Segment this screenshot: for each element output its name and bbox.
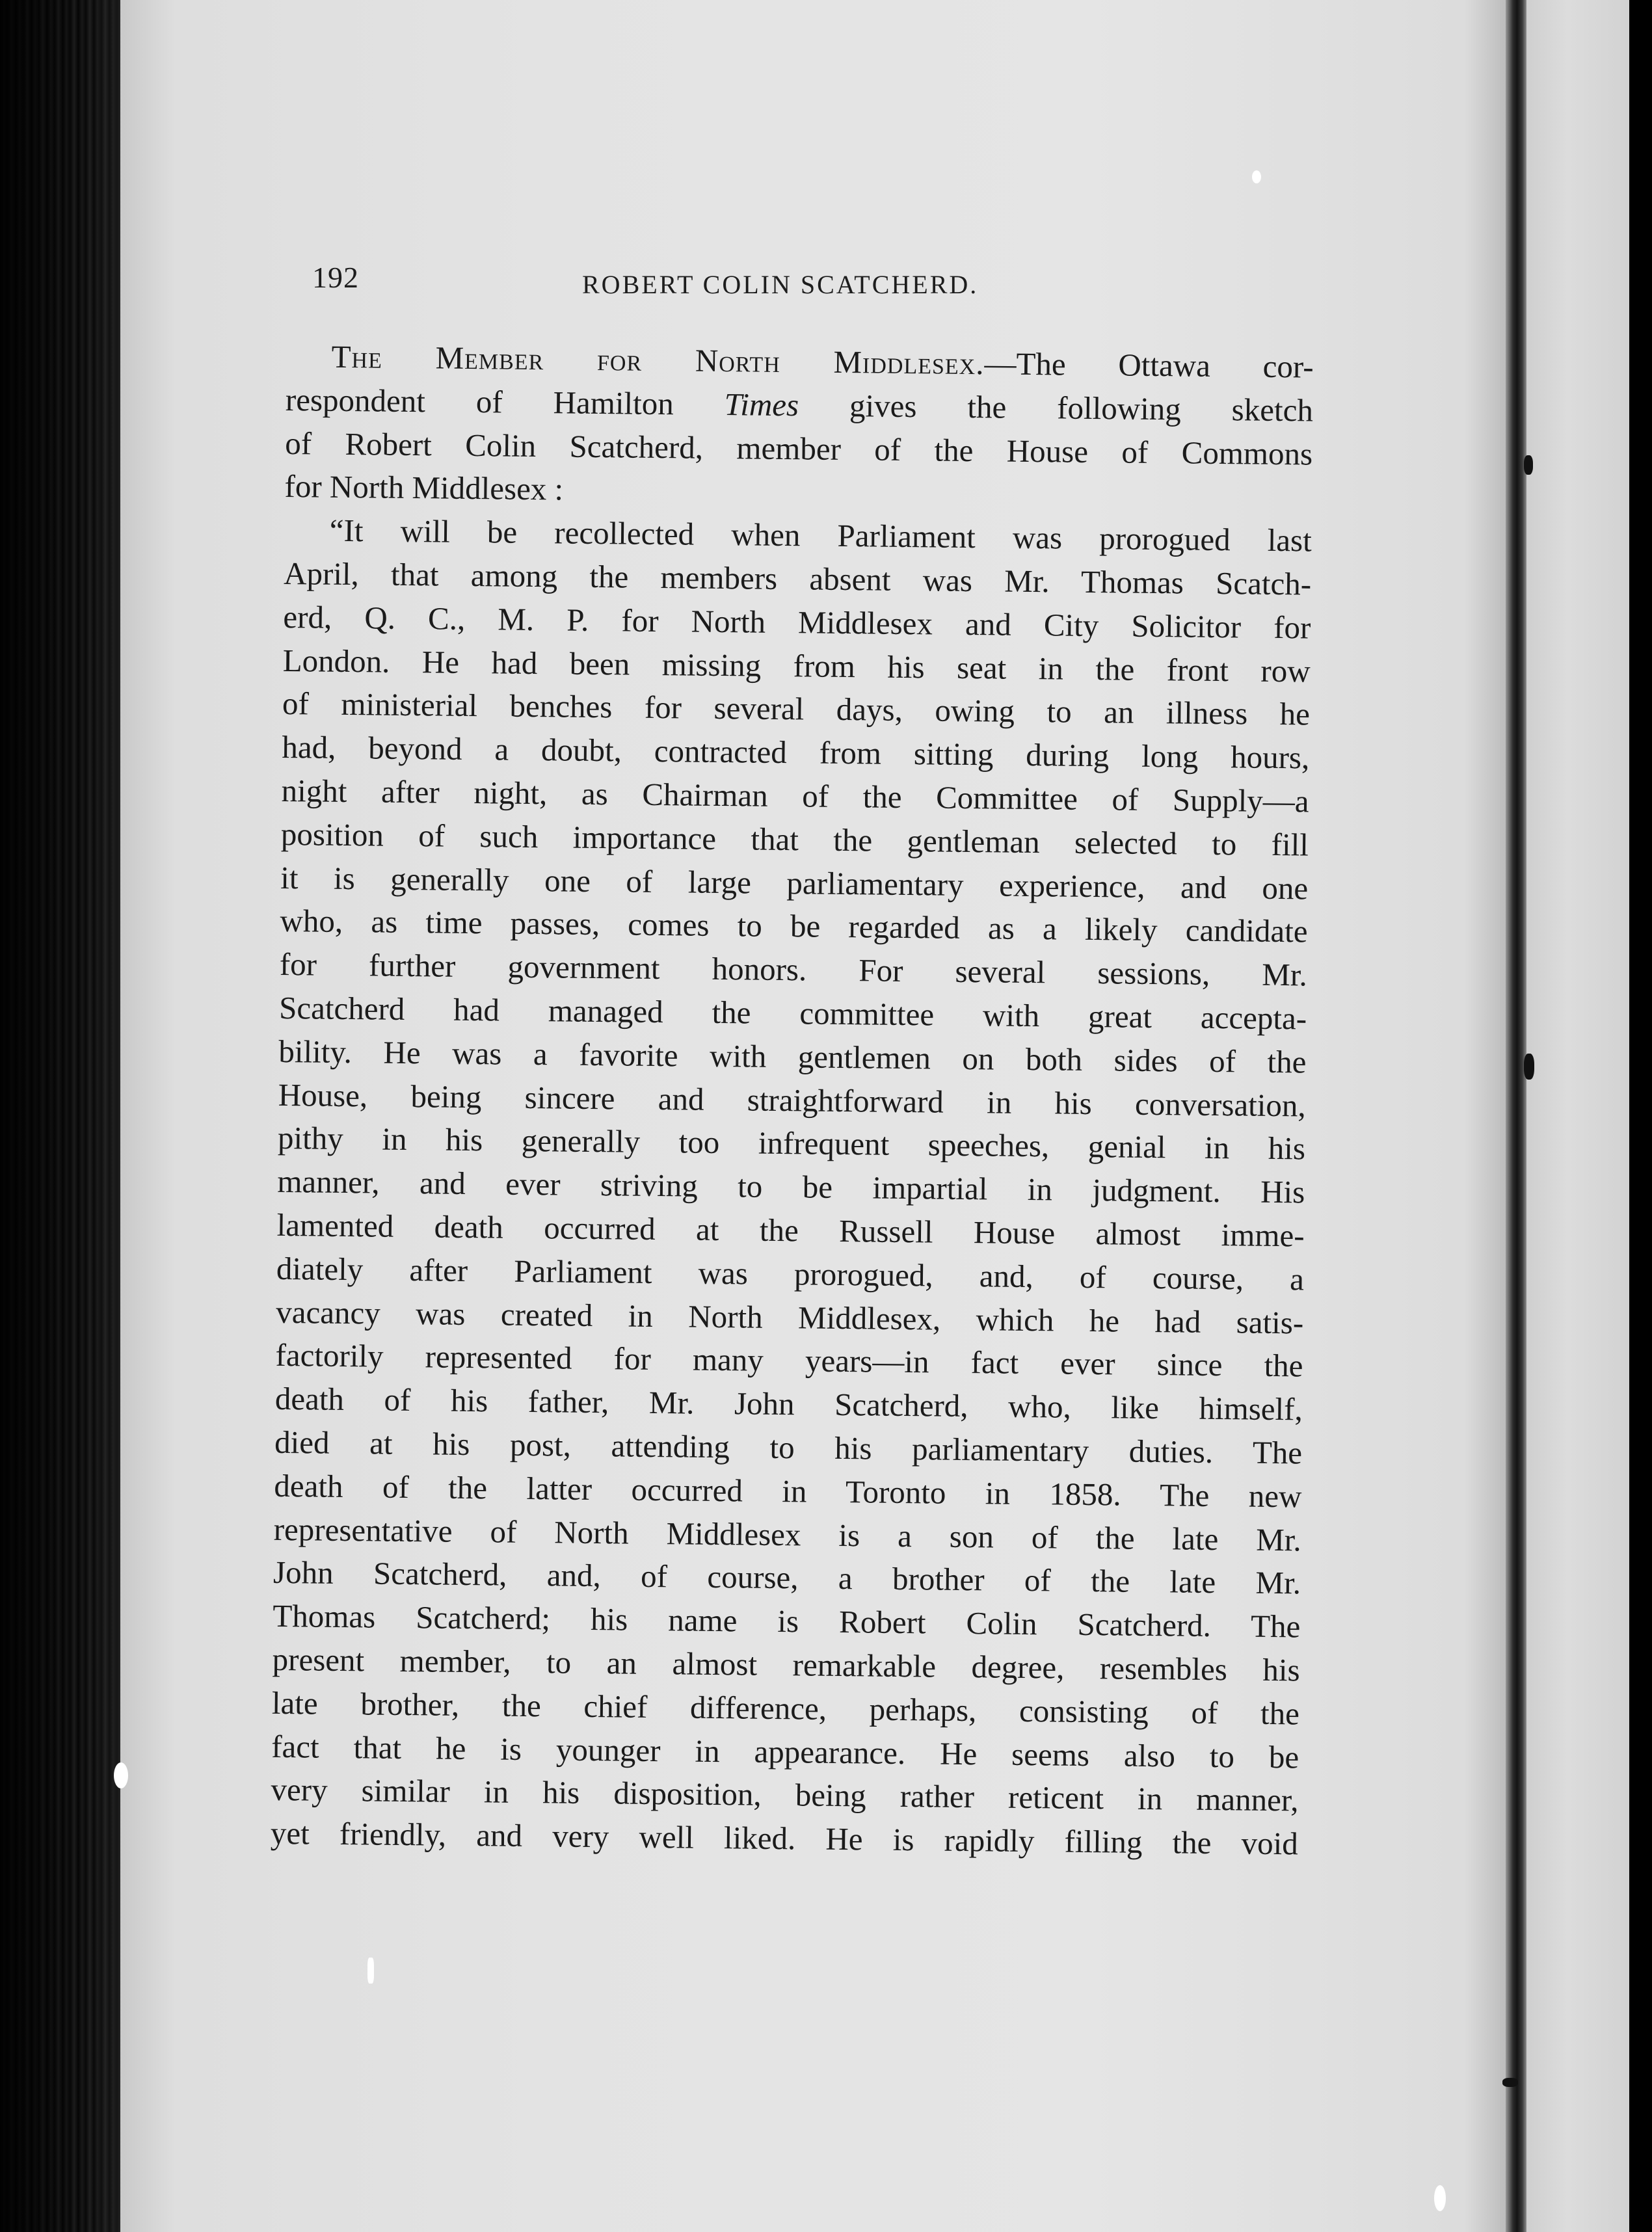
page-number: 192 — [312, 261, 359, 294]
text-fragment: respondent of Hamilton — [285, 381, 725, 422]
text-line: lamented death occurred at the Russell House almost imme- — [276, 1206, 1305, 1254]
text-line: of ministerial benches for several days, owing to an illness he — [282, 685, 1311, 732]
text-line: Scatcherd had managed the committee with great accepta- — [278, 989, 1307, 1037]
text-line: for North Middlesex : — [284, 468, 564, 507]
text-line: of Robert Colin Scatcherd, member of the House of Commons — [284, 425, 1313, 472]
text-line: pithy in his generally too infrequent speeches, genial in his — [277, 1120, 1306, 1167]
text-line: vacancy was created in North Middlesex, which he had satis- — [275, 1294, 1304, 1340]
running-title: ROBERT COLIN SCATCHERD. — [582, 270, 979, 299]
text-line: very similar in his disposition, being rather reticent in manner, — [271, 1772, 1299, 1818]
page-gutter — [1506, 0, 1526, 2232]
body-text — [271, 335, 1314, 1866]
text-line: died at his post, attending to his parliamentary duties. The — [274, 1424, 1303, 1471]
gutter-mark — [1524, 1054, 1534, 1080]
section-heading: The Member for North Middlesex. — [331, 338, 985, 382]
text-line: night after night, as Chairman of the Committee of Supply—a — [281, 772, 1309, 819]
text-line: House, being sincere and straightforward in his conversation, — [278, 1076, 1306, 1124]
text-line: manner, and ever striving to be impartial in judgment. His — [277, 1163, 1305, 1210]
text-line: erd, Q. C., M. P. for North Middlesex and City Solicitor for — [283, 598, 1311, 646]
scan-speck — [114, 1762, 128, 1788]
text-line: present member, to an almost remarkable degree, resembles his — [272, 1641, 1300, 1688]
text-fragment: —The Ottawa cor- — [984, 345, 1314, 385]
text-line: position of such importance that the gentleman selected to fill — [280, 816, 1309, 863]
gutter-mark — [1502, 2078, 1518, 2087]
text-line: John Scatcherd, and, of course, a brother of the late Mr. — [273, 1554, 1301, 1601]
text-line: late brother, the chief difference, perhaps, consisting of the — [271, 1684, 1300, 1732]
text-line: bility. He was a favorite with gentlemen on both sides of the — [278, 1033, 1307, 1080]
text-line: death of his father, Mr. John Scatcherd, who, like himself, — [274, 1381, 1303, 1428]
scan-speck — [1434, 2185, 1446, 2211]
scan-speck — [367, 1958, 374, 1984]
text-fragment: gives the following sketch — [798, 387, 1314, 429]
text-line: yet friendly, and very well liked. He is rapidly filling the void — [270, 1814, 1299, 1862]
text-line: had, beyond a doubt, contracted from sitting during long hours, — [282, 729, 1310, 776]
text-line: factorily represented for many years—in fact ever since the — [275, 1337, 1303, 1384]
text-line: diately after Parliament was prorogued, and, of course, a — [276, 1250, 1305, 1297]
text-line: Thomas Scatcherd; his name is Robert Colin Scatcherd. The — [273, 1598, 1301, 1645]
scan-border — [1629, 0, 1652, 2232]
text-line: fact that he is younger in appearance. He seems also to be — [271, 1728, 1299, 1775]
text-line: London. He had been missing from his seat in the front row — [282, 642, 1311, 689]
adjacent-page-edge — [1526, 0, 1629, 2232]
gutter-mark — [1524, 455, 1533, 475]
text-line: for further government honors. For several sessions, Mr. — [279, 946, 1308, 993]
running-head — [312, 260, 1093, 312]
text-line: it is generally one of large parliamentary experience, and one — [280, 859, 1309, 907]
binding-shadow — [0, 0, 120, 2232]
text-line: who, as time passes, comes to be regarded as a likely candidate — [280, 903, 1308, 950]
text-line: April, that among the members absent was Mr. Thomas Scatch- — [283, 555, 1312, 602]
text-line: representative of North Middlesex is a son of the late Mr. — [273, 1511, 1301, 1558]
newspaper-title: Times — [724, 386, 799, 423]
text-line: death of the latter occurred in Toronto in 1858. The new — [274, 1467, 1302, 1515]
text-line: “It will be recollected when Parliament was prorogued last — [329, 512, 1312, 559]
scan-speck — [1252, 170, 1261, 183]
